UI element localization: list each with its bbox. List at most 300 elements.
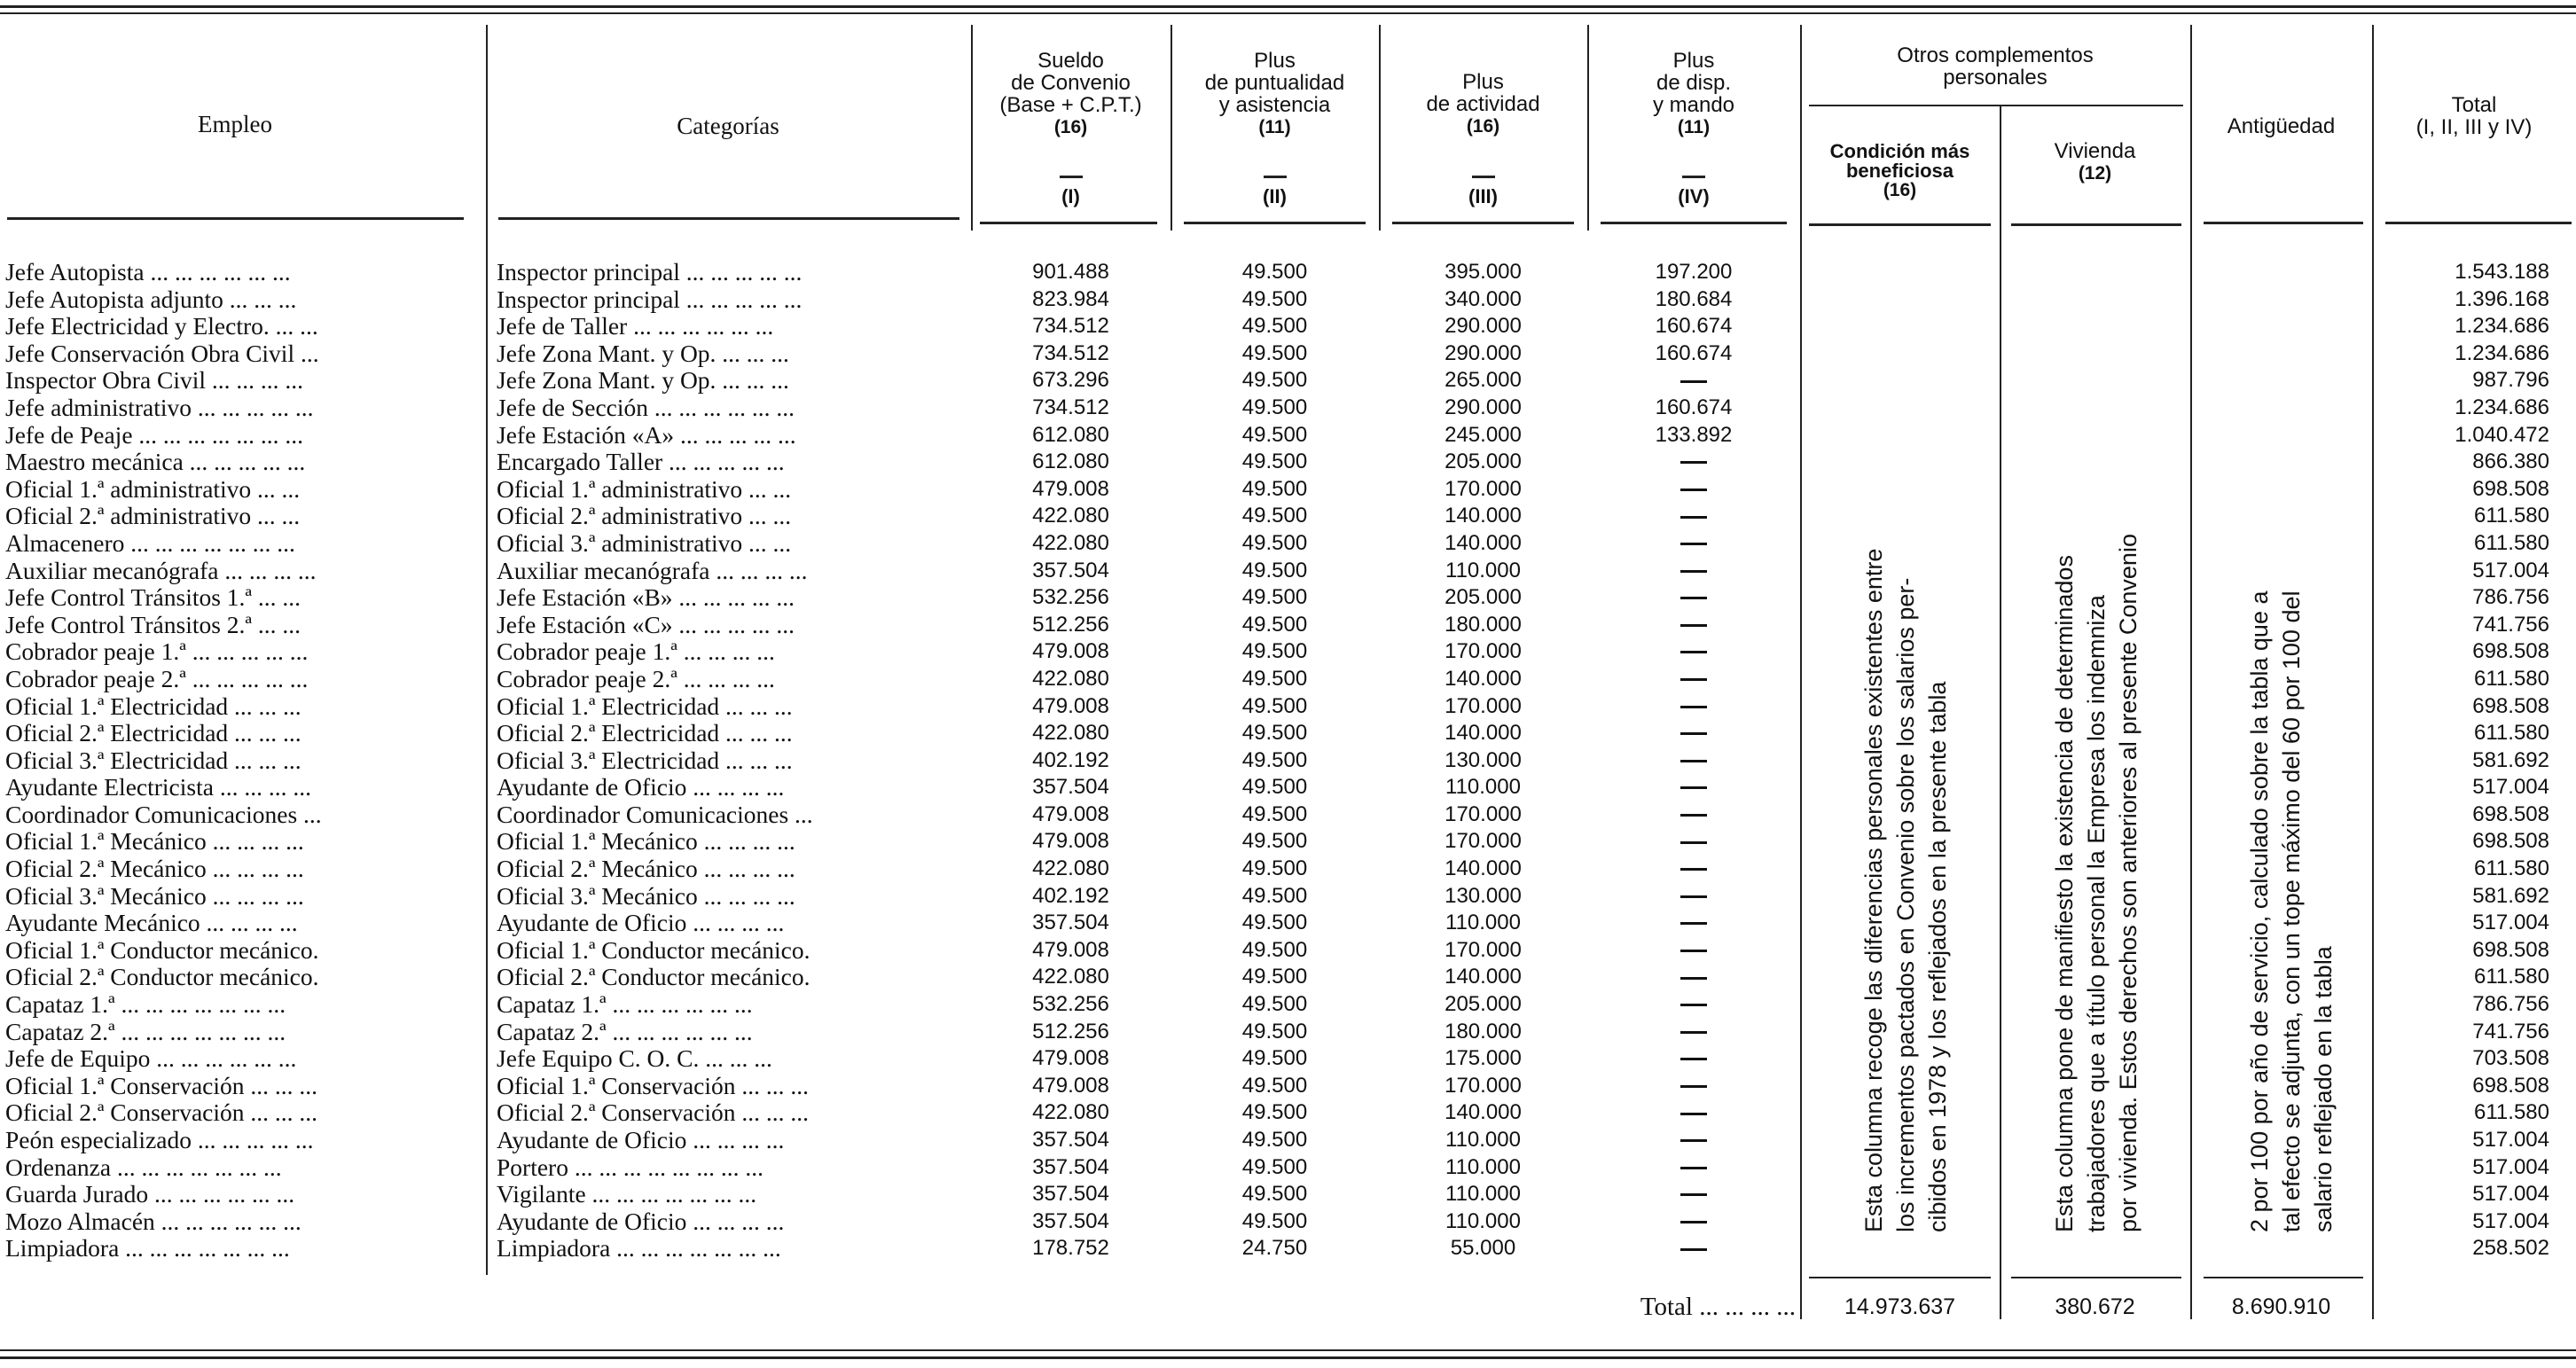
header-empleo: Empleo	[198, 111, 272, 137]
cell-total: 517.004	[2472, 1208, 2549, 1233]
roman-iv: (IV)	[1587, 176, 1800, 208]
cell-i: 357.504	[1032, 1208, 1109, 1233]
cell-iii: 140.000	[1445, 666, 1522, 691]
cell-iv	[1587, 1099, 1800, 1127]
cell-total: 611.580	[2474, 721, 2549, 746]
cell-iii: 290.000	[1445, 314, 1522, 339]
header-actividad: Plus de actividad (16)	[1426, 70, 1540, 137]
cell-iii: 395.000	[1445, 260, 1522, 284]
header-underline	[2204, 222, 2363, 224]
cell-ii: 49.500	[1241, 937, 1308, 962]
cell-empleo: Jefe administrativo ... ... ... ... ...	[5, 393, 314, 421]
cell-categoria: Encargado Taller ... ... ... ... ...	[497, 448, 785, 476]
cell-total: 698.508	[2472, 1073, 2549, 1098]
cell-categoria: Oficial 3.ª administrativo ... ...	[497, 528, 792, 557]
cell-categoria: Oficial 3.ª Electricidad ... ... ...	[497, 746, 793, 774]
cell-categoria: Jefe Estación «C» ... ... ... ... ...	[497, 610, 795, 638]
cell-total: 866.380	[2472, 449, 2549, 474]
cell-iv	[1587, 720, 1800, 747]
cell-empleo: Maestro mecánica ... ... ... ... ...	[5, 448, 306, 476]
cell-empleo: Oficial 2.ª Mecánico ... ... ... ...	[5, 855, 304, 883]
totals-rule	[2011, 1277, 2181, 1278]
totals-label: Total ... ... ... ...	[1640, 1293, 1796, 1321]
cell-total: 698.508	[2472, 693, 2549, 718]
roman-ii: (II)	[1171, 176, 1379, 208]
cell-categoria: Limpiadora ... ... ... ... ... ... ...	[497, 1234, 781, 1262]
cell-iv: 133.892	[1655, 422, 1733, 447]
dash-mark	[1680, 1139, 1707, 1142]
cell-i: 479.008	[1032, 1073, 1109, 1098]
header-underline	[2011, 223, 2181, 226]
cell-iv	[1587, 367, 1800, 395]
dash-mark	[1680, 977, 1707, 980]
dash-mark	[1680, 570, 1707, 573]
header-categorias: Categorías	[677, 113, 779, 139]
cell-categoria: Inspector principal ... ... ... ... ...	[497, 258, 803, 285]
cell-categoria: Jefe de Taller ... ... ... ... ... ...	[497, 312, 774, 340]
cell-empleo: Oficial 1.ª Conservación ... ... ...	[5, 1071, 318, 1099]
cell-empleo: Cobrador peaje 2.ª ... ... ... ... ...	[5, 664, 309, 692]
cell-iii: 110.000	[1445, 1208, 1521, 1233]
cell-iii: 110.000	[1445, 558, 1521, 582]
header-underline	[498, 217, 959, 220]
dash-mark	[1680, 814, 1707, 817]
col-sep	[1800, 25, 1802, 1319]
cell-total: 581.692	[2472, 747, 2549, 772]
cell-i: 178.752	[1032, 1236, 1109, 1261]
cell-iv	[1587, 612, 1800, 639]
total-column	[2376, 259, 2576, 1262]
cell-total: 698.508	[2472, 801, 2549, 826]
cell-categoria: Oficial 1.ª administrativo ... ...	[497, 474, 792, 503]
cell-total: 741.756	[2472, 1019, 2549, 1044]
roman-iii: (III)	[1379, 176, 1587, 208]
cell-empleo: Jefe de Peaje ... ... ... ... ... ... ...	[5, 420, 304, 449]
cell-total: 517.004	[2472, 558, 2549, 582]
categoria-column	[497, 259, 967, 1262]
cell-categoria: Auxiliar mecanógrafa ... ... ... ...	[497, 556, 808, 584]
cell-ii: 49.500	[1241, 883, 1308, 908]
cell-iii: 170.000	[1445, 693, 1522, 718]
cell-iii: 110.000	[1445, 911, 1521, 935]
cell-iv	[1587, 883, 1800, 911]
cell-iv	[1587, 1045, 1800, 1073]
cell-empleo: Jefe Conservación Obra Civil ...	[5, 339, 319, 367]
cell-iv	[1587, 449, 1800, 476]
note-vivienda: Esta columna pone de manifiesto la existencia de determinados trabajadores que a título personal la Empresa los indemniza por vivienda. Estos derechos son anteriores al presente Convenio	[2051, 534, 2141, 1232]
dash-mark	[1680, 1058, 1707, 1060]
cell-i: 673.296	[1032, 368, 1109, 393]
cell-ii: 49.500	[1241, 558, 1308, 582]
cell-ii: 49.500	[1241, 1128, 1308, 1152]
cell-iv	[1587, 530, 1800, 558]
header-disp: Plus de disp. y mando (11)	[1652, 49, 1735, 137]
col-sep	[2190, 25, 2192, 1319]
cell-ii: 49.500	[1241, 530, 1308, 555]
cell-iii: 245.000	[1445, 422, 1522, 447]
cell-iv	[1587, 1208, 1800, 1236]
cell-i: 357.504	[1032, 775, 1109, 800]
cell-iv	[1587, 693, 1800, 721]
dash-mark	[1680, 380, 1707, 383]
cell-empleo: Jefe Control Tránsitos 1.ª ... ...	[5, 583, 301, 612]
cell-empleo: Oficial 1.ª Electricidad ... ... ...	[5, 692, 301, 720]
dash-mark	[1680, 489, 1707, 491]
cell-iii: 140.000	[1445, 721, 1522, 746]
cell-ii: 49.500	[1241, 801, 1308, 826]
cell-total: 1.234.686	[2455, 395, 2549, 419]
cell-categoria: Oficial 2.ª Conservación ... ... ...	[497, 1098, 810, 1127]
cell-iv	[1587, 828, 1800, 856]
cell-total: 517.004	[2472, 775, 2549, 800]
cell-ii: 49.500	[1241, 775, 1308, 800]
cell-ii: 49.500	[1241, 368, 1308, 393]
cell-total: 741.756	[2472, 612, 2549, 637]
header-vivienda: Vivienda (12)	[2054, 139, 2136, 184]
totals-rule	[1809, 1277, 1991, 1278]
totals-rule	[2204, 1277, 2363, 1278]
cell-i: 402.192	[1032, 883, 1109, 908]
cell-iv	[1587, 856, 1800, 883]
cell-total: 698.508	[2472, 476, 2549, 501]
cell-categoria: Jefe Estación «B» ... ... ... ... ...	[497, 583, 795, 612]
header-condicion: Condición más beneficiosa (16)	[1829, 140, 1970, 200]
cell-iv	[1587, 666, 1800, 693]
cell-i: 422.080	[1032, 666, 1109, 691]
cell-empleo: Oficial 2.ª Electricidad ... ... ...	[5, 719, 301, 747]
cell-categoria: Ayudante de Oficio ... ... ... ...	[497, 1207, 785, 1235]
cell-total: 1.396.168	[2455, 286, 2549, 311]
cell-empleo: Mozo Almacén ... ... ... ... ... ...	[5, 1207, 301, 1235]
cell-ii: 49.500	[1241, 585, 1308, 610]
cell-i: 479.008	[1032, 476, 1109, 501]
cell-iii: 140.000	[1445, 965, 1522, 989]
cell-total: 611.580	[2474, 504, 2549, 528]
cell-iv	[1587, 558, 1800, 585]
cell-iv	[1587, 638, 1800, 666]
dash-mark	[1680, 786, 1707, 789]
cell-total: 611.580	[2474, 965, 2549, 989]
cell-iv	[1587, 964, 1800, 991]
cell-i: 512.256	[1032, 612, 1109, 637]
dash-mark	[1680, 1031, 1707, 1034]
cell-empleo: Cobrador peaje 1.ª ... ... ... ... ...	[5, 637, 309, 666]
header-underline	[1809, 105, 2183, 106]
cell-iv: 180.684	[1655, 286, 1733, 311]
cell-iv	[1587, 1181, 1800, 1208]
cell-total: 517.004	[2472, 1154, 2549, 1179]
cell-total: 611.580	[2474, 856, 2549, 881]
cell-ii: 49.500	[1241, 314, 1308, 339]
cell-iv	[1587, 1019, 1800, 1046]
cell-i: 357.504	[1032, 1182, 1109, 1207]
cell-categoria: Oficial 2.ª Electricidad ... ... ...	[497, 719, 793, 747]
total-vivienda: 380.672	[2055, 1294, 2135, 1319]
dash-mark	[1680, 706, 1707, 708]
cell-total: 258.502	[2472, 1236, 2549, 1261]
cell-ii: 49.500	[1241, 992, 1308, 1017]
cell-ii: 49.500	[1241, 1154, 1308, 1179]
cell-iii: 205.000	[1445, 449, 1522, 474]
cell-iv	[1587, 503, 1800, 530]
cell-empleo: Oficial 1.ª administrativo ... ...	[5, 474, 301, 503]
cell-total: 703.508	[2472, 1046, 2549, 1071]
cell-total: 611.580	[2474, 1100, 2549, 1125]
cell-categoria: Oficial 2.ª Conductor mecánico.	[497, 963, 810, 991]
cell-empleo: Ordenanza ... ... ... ... ... ... ...	[5, 1153, 282, 1181]
cell-categoria: Cobrador peaje 1.ª ... ... ... ...	[497, 637, 775, 666]
cell-categoria: Ayudante de Oficio ... ... ... ...	[497, 909, 785, 937]
cell-ii: 49.500	[1241, 639, 1308, 664]
header-underline	[1601, 222, 1787, 224]
cell-i: 422.080	[1032, 856, 1109, 881]
cell-empleo: Inspector Obra Civil ... ... ... ...	[5, 366, 304, 395]
cell-categoria: Oficial 1.ª Conductor mecánico.	[497, 935, 810, 964]
cell-iii: 55.000	[1450, 1236, 1516, 1261]
cell-ii: 49.500	[1241, 965, 1308, 989]
cell-empleo: Oficial 1.ª Mecánico ... ... ... ...	[5, 827, 304, 856]
cell-total: 517.004	[2472, 911, 2549, 935]
bottom-rule-thick	[0, 1356, 2576, 1359]
cell-iv	[1587, 910, 1800, 937]
dash-mark	[1680, 651, 1707, 653]
cell-empleo: Ayudante Mecánico ... ... ... ...	[5, 909, 298, 937]
cell-total: 517.004	[2472, 1182, 2549, 1207]
cell-categoria: Vigilante ... ... ... ... ... ... ...	[497, 1180, 757, 1208]
cell-ii: 49.500	[1241, 1046, 1308, 1071]
cell-ii: 49.500	[1241, 1208, 1308, 1233]
cell-iii: 205.000	[1445, 992, 1522, 1017]
cell-ii: 49.500	[1241, 476, 1308, 501]
cell-ii: 49.500	[1241, 666, 1308, 691]
cell-iv	[1587, 476, 1800, 504]
cell-iii: 170.000	[1445, 639, 1522, 664]
dash-mark	[1680, 461, 1707, 464]
dash-mark	[1680, 922, 1707, 925]
cell-empleo: Oficial 2.ª Conservación ... ... ...	[5, 1098, 318, 1127]
cell-ii: 49.500	[1241, 1019, 1308, 1044]
dash-mark	[1680, 1085, 1707, 1088]
cell-categoria: Oficial 2.ª Mecánico ... ... ... ...	[497, 855, 795, 883]
cell-iii: 175.000	[1445, 1046, 1522, 1071]
cell-ii: 49.500	[1241, 911, 1308, 935]
cell-ii: 49.500	[1241, 340, 1308, 365]
cell-categoria: Capataz 1.ª ... ... ... ... ... ...	[497, 990, 753, 1019]
cell-iii: 265.000	[1445, 368, 1522, 393]
cell-total: 611.580	[2474, 530, 2549, 555]
header-underline	[1809, 223, 1991, 226]
dash-mark	[1680, 1193, 1707, 1196]
cell-total: 698.508	[2472, 937, 2549, 962]
cell-empleo: Almacenero ... ... ... ... ... ... ...	[5, 528, 295, 557]
cell-empleo: Capataz 1.ª ... ... ... ... ... ... ...	[5, 990, 286, 1019]
cell-iv: 160.674	[1655, 314, 1733, 339]
cell-categoria: Portero ... ... ... ... ... ... ... ...	[497, 1153, 763, 1181]
cell-iv	[1587, 1154, 1800, 1182]
cell-total: 1.040.472	[2455, 422, 2549, 447]
cell-categoria: Jefe Zona Mant. y Op. ... ... ...	[497, 366, 789, 395]
cell-ii: 49.500	[1241, 504, 1308, 528]
dash-mark	[1680, 895, 1707, 898]
cell-total: 1.543.188	[2455, 260, 2549, 284]
cell-categoria: Jefe Zona Mant. y Op. ... ... ...	[497, 339, 789, 367]
cell-i: 479.008	[1032, 829, 1109, 854]
bottom-rule	[0, 1349, 2576, 1351]
dash-mark	[1680, 1221, 1707, 1223]
dash-mark	[1680, 1248, 1707, 1251]
cell-iii: 290.000	[1445, 395, 1522, 419]
cell-iii: 110.000	[1445, 775, 1521, 800]
cell-iii: 140.000	[1445, 1100, 1522, 1125]
cell-total: 786.756	[2472, 992, 2549, 1017]
cell-categoria: Jefe de Sección ... ... ... ... ... ...	[497, 393, 795, 421]
cell-categoria: Capataz 2.ª ... ... ... ... ... ...	[497, 1017, 753, 1045]
cell-i: 357.504	[1032, 558, 1109, 582]
cell-iv	[1587, 774, 1800, 801]
cell-ii: 49.500	[1241, 747, 1308, 772]
cell-iii: 170.000	[1445, 1073, 1522, 1098]
col-sep	[486, 25, 488, 1275]
top-rule	[0, 5, 2576, 8]
cell-empleo: Oficial 2.ª administrativo ... ...	[5, 502, 301, 530]
cell-ii: 49.500	[1241, 449, 1308, 474]
dash-mark	[1680, 1004, 1707, 1006]
cell-iv	[1587, 937, 1800, 965]
cell-ii: 49.500	[1241, 693, 1308, 718]
cell-ii: 24.750	[1241, 1236, 1308, 1261]
cell-i: 422.080	[1032, 530, 1109, 555]
cell-iv	[1587, 1073, 1800, 1100]
cell-empleo: Oficial 2.ª Conductor mecánico.	[5, 963, 319, 991]
cell-categoria: Ayudante de Oficio ... ... ... ...	[497, 1126, 785, 1153]
cell-total: 698.508	[2472, 829, 2549, 854]
dash-mark	[1680, 950, 1707, 952]
dash-mark	[1680, 1113, 1707, 1115]
cell-empleo: Limpiadora ... ... ... ... ... ... ...	[5, 1234, 290, 1262]
cell-iii: 180.000	[1445, 1019, 1522, 1044]
header-underline	[2385, 222, 2572, 224]
cell-i: 402.192	[1032, 747, 1109, 772]
cell-empleo: Jefe Autopista ... ... ... ... ... ...	[5, 258, 291, 285]
cell-ii: 49.500	[1241, 1073, 1308, 1098]
total-condicion: 14.973.637	[1844, 1294, 1956, 1319]
cell-i: 612.080	[1032, 449, 1109, 474]
cell-total: 786.756	[2472, 585, 2549, 610]
cell-iv	[1587, 1235, 1800, 1262]
col-sep	[2000, 106, 2001, 1319]
cell-iii: 110.000	[1445, 1154, 1521, 1179]
cell-empleo: Jefe de Equipo ... ... ... ... ... ...	[5, 1044, 297, 1073]
note-condicion: Esta columna recoge las diferencias personales existentes entre los incrementos pactados en Convenio sobre los salarios per- cibidos en 1978 y los reflejados en la presente tabla	[1860, 548, 1951, 1232]
cell-categoria: Coordinador Comunicaciones ...	[497, 800, 813, 828]
cell-i: 422.080	[1032, 721, 1109, 746]
cell-ii: 49.500	[1241, 1100, 1308, 1125]
cell-empleo: Oficial 3.ª Electricidad ... ... ...	[5, 746, 301, 774]
col-sep	[2372, 25, 2374, 1319]
header-antiguedad: Antigüedad	[2227, 114, 2336, 138]
cell-empleo: Jefe Control Tránsitos 2.ª ... ...	[5, 610, 301, 638]
cell-total: 581.692	[2472, 883, 2549, 908]
cell-total: 987.796	[2472, 368, 2549, 393]
cell-i: 357.504	[1032, 1128, 1109, 1152]
cell-iii: 170.000	[1445, 937, 1522, 962]
cell-i: 479.008	[1032, 801, 1109, 826]
cell-categoria: Oficial 1.ª Conservación ... ... ...	[497, 1071, 810, 1099]
cell-categoria: Oficial 1.ª Electricidad ... ... ...	[497, 692, 793, 720]
header-underline	[1392, 222, 1574, 224]
dash-mark	[1680, 624, 1707, 627]
cell-categoria: Inspector principal ... ... ... ... ...	[497, 285, 803, 313]
cell-i: 357.504	[1032, 911, 1109, 935]
cell-total: 698.508	[2472, 639, 2549, 664]
cell-categoria: Oficial 3.ª Mecánico ... ... ... ...	[497, 881, 795, 910]
cell-ii: 49.500	[1241, 260, 1308, 284]
header-puntualidad: Plus de puntualidad y asistencia (11)	[1204, 49, 1345, 137]
cell-iii: 180.000	[1445, 612, 1522, 637]
cell-ii: 49.500	[1241, 1182, 1308, 1207]
cell-empleo: Coordinador Comunicaciones ...	[5, 800, 322, 828]
roman-i: (I)	[971, 176, 1171, 208]
cell-iv	[1587, 584, 1800, 612]
header-underline	[980, 222, 1157, 224]
dash-mark	[1680, 732, 1707, 735]
cell-iv	[1587, 991, 1800, 1019]
cell-categoria: Oficial 1.ª Mecánico ... ... ... ...	[497, 827, 795, 856]
cell-ii: 49.500	[1241, 612, 1308, 637]
cell-ii: 49.500	[1241, 395, 1308, 419]
cell-empleo: Peón especializado ... ... ... ... ...	[5, 1126, 314, 1153]
total-antiguedad: 8.690.910	[2231, 1294, 2331, 1319]
cell-iv	[1587, 747, 1800, 775]
puntualidad-column	[1171, 259, 1379, 1262]
cell-iii: 205.000	[1445, 585, 1522, 610]
cell-total: 1.234.686	[2455, 314, 2549, 339]
cell-empleo: Guarda Jurado ... ... ... ... ... ...	[5, 1180, 295, 1208]
cell-iii: 140.000	[1445, 856, 1522, 881]
cell-iii: 340.000	[1445, 286, 1522, 311]
cell-iv: 160.674	[1655, 340, 1733, 365]
cell-i: 823.984	[1032, 286, 1109, 311]
actividad-column	[1379, 259, 1587, 1262]
dash-mark	[1680, 841, 1707, 844]
cell-empleo: Capataz 2.ª ... ... ... ... ... ... ...	[5, 1017, 286, 1045]
dash-mark	[1680, 516, 1707, 519]
cell-empleo: Jefe Electricidad y Electro. ... ...	[5, 312, 318, 340]
cell-i: 357.504	[1032, 1154, 1109, 1179]
cell-i: 422.080	[1032, 965, 1109, 989]
cell-i: 734.512	[1032, 340, 1109, 365]
cell-iii: 110.000	[1445, 1182, 1521, 1207]
cell-iii: 170.000	[1445, 476, 1522, 501]
cell-empleo: Auxiliar mecanógrafa ... ... ... ...	[5, 556, 317, 584]
cell-ii: 49.500	[1241, 422, 1308, 447]
cell-iii: 170.000	[1445, 829, 1522, 854]
cell-i: 901.488	[1032, 260, 1109, 284]
cell-empleo: Ayudante Electricista ... ... ... ...	[5, 773, 311, 801]
cell-empleo: Jefe Autopista adjunto ... ... ...	[5, 285, 297, 313]
dash-mark	[1680, 868, 1707, 871]
header-underline	[7, 217, 464, 220]
dash-mark	[1680, 597, 1707, 599]
cell-i: 479.008	[1032, 1046, 1109, 1071]
cell-ii: 49.500	[1241, 856, 1308, 881]
cell-iv: 197.200	[1655, 260, 1733, 284]
dash-mark	[1680, 678, 1707, 681]
cell-i: 532.256	[1032, 992, 1109, 1017]
cell-i: 532.256	[1032, 585, 1109, 610]
cell-categoria: Jefe Equipo C. O. C. ... ... ...	[497, 1044, 772, 1073]
cell-i: 422.080	[1032, 1100, 1109, 1125]
